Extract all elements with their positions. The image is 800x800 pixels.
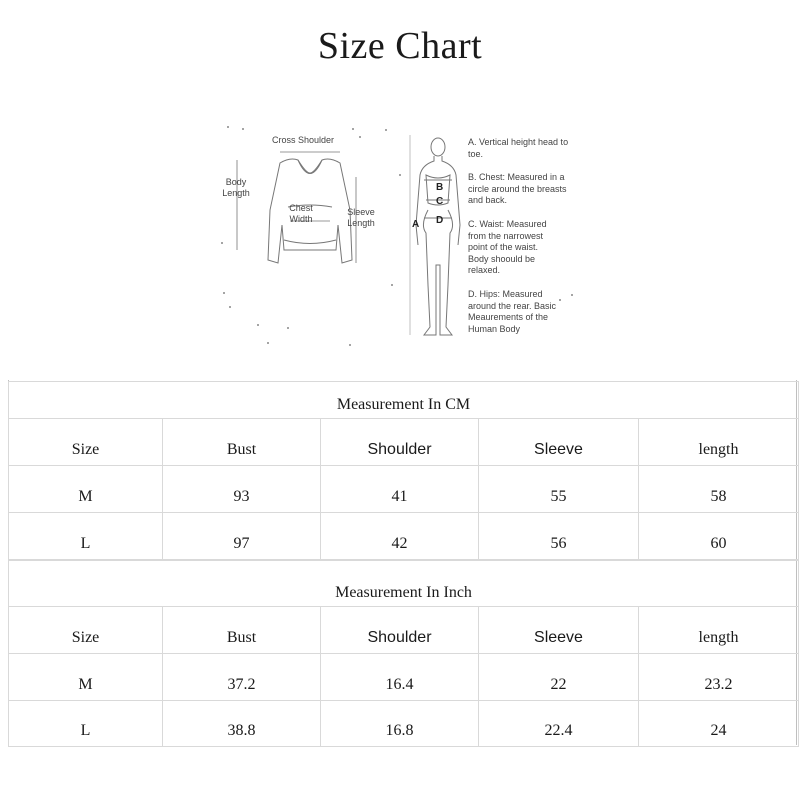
header-sleeve: Sleeve xyxy=(479,419,639,466)
inch-table-caption: Measurement In Inch xyxy=(9,561,799,607)
cell-bust: 38.8 xyxy=(163,701,321,747)
inch-size-table xyxy=(8,560,799,747)
cm-size-table xyxy=(8,381,799,560)
cell-size: L xyxy=(9,701,163,747)
cell-length: 24 xyxy=(639,701,799,747)
cell-sleeve: 56 xyxy=(479,513,639,560)
human-figure-icon xyxy=(416,138,460,335)
letter-c: C xyxy=(436,196,444,207)
cell-length: 58 xyxy=(639,466,799,513)
table-row xyxy=(9,466,799,513)
definition-d: D. Hips: Measured around the rear. Basic Meaurements of the Human Body xyxy=(468,289,557,334)
cell-size: L xyxy=(9,513,163,560)
cell-length: 23.2 xyxy=(639,654,799,701)
cell-length: 60 xyxy=(639,513,799,560)
cell-shoulder: 42 xyxy=(321,513,479,560)
header-sleeve: Sleeve xyxy=(479,607,639,654)
cell-bust: 97 xyxy=(163,513,321,560)
table-row xyxy=(9,654,799,701)
body-length-label: Body Length xyxy=(222,177,250,198)
header-bust: Bust xyxy=(163,419,321,466)
header-shoulder: Shoulder xyxy=(321,419,479,466)
cell-bust: 93 xyxy=(163,466,321,513)
definition-a: A. Vertical height head to toe. xyxy=(468,137,569,159)
definition-b: B. Chest: Measured in a circle around the breasts and back. xyxy=(468,172,567,205)
cell-bust: 37.2 xyxy=(163,654,321,701)
cm-table-caption: Measurement In CM xyxy=(9,382,799,419)
page-title: Size Chart xyxy=(317,25,483,67)
header-length: length xyxy=(639,607,799,654)
cell-size: M xyxy=(9,466,163,513)
sleeve-length-label: Sleeve Length xyxy=(347,207,375,228)
table-row xyxy=(9,513,799,560)
cross-shoulder-label: Cross Shoulder xyxy=(271,135,335,145)
letter-b: B xyxy=(436,182,444,193)
header-bust: Bust xyxy=(163,607,321,654)
cell-shoulder: 16.4 xyxy=(321,654,479,701)
cell-shoulder: 41 xyxy=(321,466,479,513)
cell-sleeve: 22 xyxy=(479,654,639,701)
header-length: length xyxy=(639,419,799,466)
letter-d: D xyxy=(436,215,444,226)
header-size: Size xyxy=(9,419,163,466)
measurement-diagram xyxy=(210,115,590,350)
cell-shoulder: 16.8 xyxy=(321,701,479,747)
definition-c: C. Waist: Measured from the narrowest point of the waist. Body shoould be relaxed. xyxy=(468,219,547,275)
cell-size: M xyxy=(9,654,163,701)
header-size: Size xyxy=(9,607,163,654)
letter-a: A xyxy=(412,219,420,230)
table-row xyxy=(9,701,799,747)
chest-width-label: Chest Width xyxy=(289,203,313,224)
cell-sleeve: 22.4 xyxy=(479,701,639,747)
cell-sleeve: 55 xyxy=(479,466,639,513)
header-shoulder: Shoulder xyxy=(321,607,479,654)
